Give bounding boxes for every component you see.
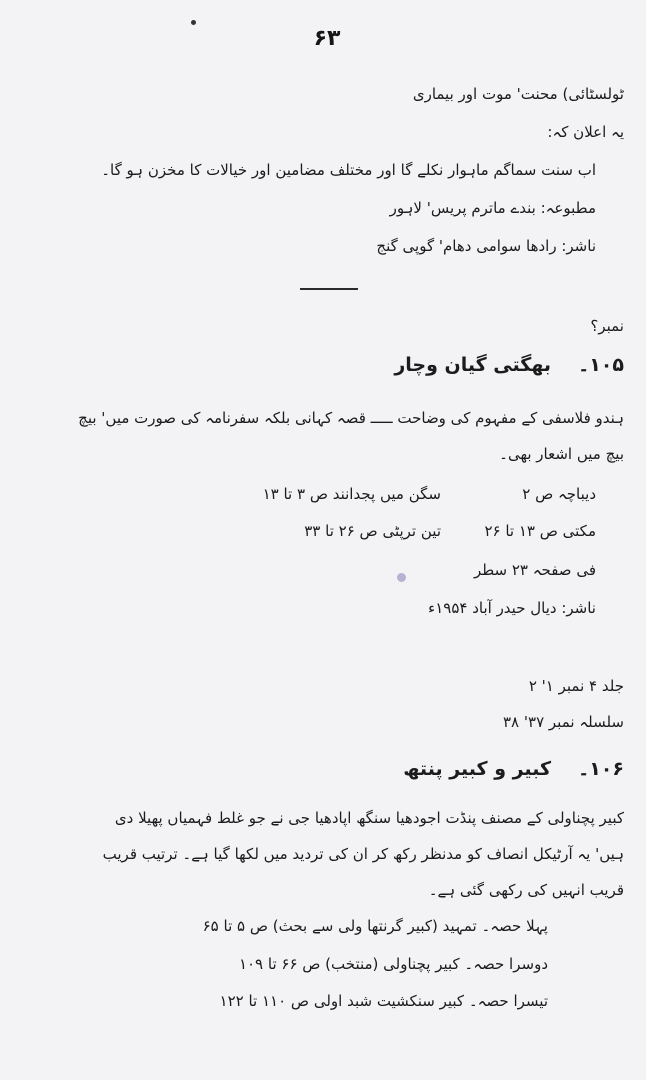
text-line-4: مطبوعہ: بندے ماترم پریس' لاہور xyxy=(389,199,596,217)
text-line-18: ہیں' یہ آرٹیکل انصاف کو مدنظر رکھ کر ان کی تردید میں لکھا گیا ہے۔ ترتیب قریب xyxy=(102,845,624,863)
text-line-13: ناشر: دیال حیدر آباد ۱۹۵۴ء xyxy=(428,599,596,617)
text-line-11a: مکتی ص ۱۳ تا ۲۶ xyxy=(484,522,596,540)
text-line-21: دوسرا حصہ۔ کبیر پچناولی (منتخب) ص ۶۶ تا ۱۰۹ xyxy=(238,955,548,973)
text-line-10b: سگن میں پجدانند ص ۳ تا ۱۳ xyxy=(262,485,441,503)
entry-title-105: بھگتی گیان وچار xyxy=(394,354,551,376)
text-line-8: ہندو فلاسفی کے مفہوم کی وضاحت ـــــ قصہ کہانی بلکہ سفرنامہ کی صورت میں' بیچ xyxy=(78,409,624,427)
text-line-22: تیسرا حصہ۔ کبیر سنکشیت شبد اولی ص ۱۱۰ تا ۱۲۲ xyxy=(219,992,548,1010)
text-line-2: یہ اعلان کہ: xyxy=(547,123,624,141)
text-line-5: ناشر: رادھا سوامی دھام' گوپی گنج xyxy=(376,237,596,255)
ink-smudge xyxy=(397,573,406,582)
text-line-6: نمبر؟ xyxy=(590,317,624,335)
ink-speck xyxy=(191,20,196,25)
text-line-20: پہلا حصہ۔ تمہید (کبیر گرنتھا ولی سے بحث) ص ۵ تا ۶۵ xyxy=(202,917,548,935)
text-line-15: سلسلہ نمبر ۳۷' ۳۸ xyxy=(502,713,624,731)
text-line-14: جلد ۴ نمبر ۱' ۲ xyxy=(528,677,624,695)
text-line-3: اب سنت سماگم ماہوار نکلے گا اور مختلف مضامین اور خیالات کا مخزن ہو گا۔ xyxy=(101,161,596,179)
text-line-11b: تین ترپٹی ص ۲۶ تا ۳۳ xyxy=(304,522,441,540)
text-line-12: فی صفحہ ۲۳ سطر xyxy=(473,561,596,579)
text-line-1: ٹولسٹائی) محنت' موت اور بیماری xyxy=(412,85,624,103)
text-line-17: کبیر پچناولی کے مصنف پنڈت اجودھیا سنگھ اپادھیا جی نے جو غلط فہمیاں پھیلا دی xyxy=(114,809,624,827)
section-divider xyxy=(300,288,358,290)
text-line-10a: دیباچہ ص ۲ xyxy=(522,485,596,503)
entry-title-106: کبیر و کبیر پنتھ xyxy=(403,758,551,780)
page-number: ۶۳ xyxy=(313,26,341,51)
entry-number-106: ۱۰۶۔ xyxy=(578,758,624,780)
text-line-19: قریب انہیں کی رکھی گئی ہے۔ xyxy=(428,881,624,899)
entry-number-105: ۱۰۵۔ xyxy=(578,354,624,376)
text-line-9: بیچ میں اشعار بھی۔ xyxy=(499,445,624,463)
